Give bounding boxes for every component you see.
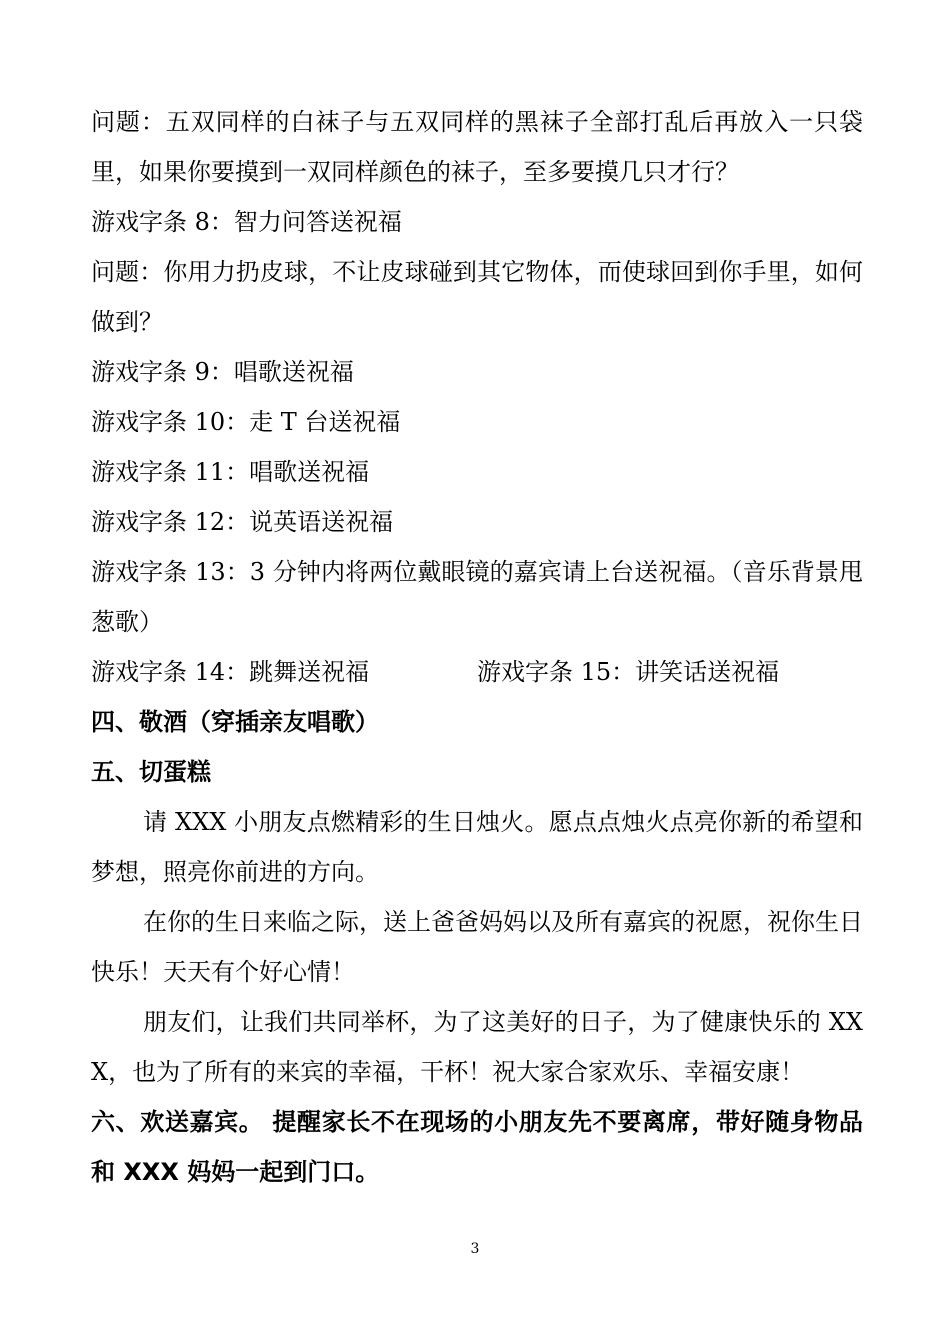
game-slip-15: 游戏字条 15：讲笑话送祝福 [477, 658, 780, 686]
game-slip-13: 游戏字条 13：3 分钟内将两位戴眼镜的嘉宾请上台送祝福。（音乐背景甩葱歌） [91, 558, 863, 636]
question-ball: 问题：你用力扔皮球，不让皮球碰到其它物体，而使球回到你手里，如何做到？ [91, 258, 863, 336]
game-slip-9: 游戏字条 9：唱歌送祝福 [91, 358, 354, 386]
question-socks: 问题：五双同样的白袜子与五双同样的黑袜子全部打乱后再放入一只袋里，如果你要摸到一双同样颜色的袜子，至多要摸几只才行？ [91, 108, 863, 186]
game-slip-8: 游戏字条 8：智力问答送祝福 [91, 208, 402, 236]
page-content [91, 97, 863, 1197]
paragraph-cheers: 朋友们，让我们共同举杯，为了这美好的日子，为了健康快乐的 XXX，也为了所有的来宾的幸福，干杯！祝大家合家欢乐、幸福安康！ [91, 1008, 863, 1086]
game-slip-11: 游戏字条 11：唱歌送祝福 [91, 458, 370, 486]
page-number: 3 [470, 1241, 480, 1257]
section-heading-cake: 五、切蛋糕 [91, 758, 211, 786]
game-slip-14: 游戏字条 14：跳舞送祝福 [91, 658, 370, 686]
game-slip-10: 游戏字条 10：走 T 台送祝福 [91, 408, 401, 436]
paragraph-candles: 请 XXX 小朋友点燃精彩的生日烛火。愿点点烛火点亮你新的希望和梦想，照亮你前进的方向。 [91, 808, 863, 886]
game-slip-row [91, 647, 863, 697]
paragraph-wishes: 在你的生日来临之际，送上爸爸妈妈以及所有嘉宾的祝愿，祝你生日快乐！天天有个好心情！ [91, 908, 863, 986]
section-heading-farewell: 六、欢送嘉宾。 提醒家长不在现场的小朋友先不要离席，带好随身物品和 XXX 妈妈一起到门口。 [91, 1108, 863, 1186]
game-slip-12: 游戏字条 12：说英语送祝福 [91, 508, 394, 536]
section-heading-toast: 四、敬酒（穿插亲友唱歌） [91, 708, 379, 736]
